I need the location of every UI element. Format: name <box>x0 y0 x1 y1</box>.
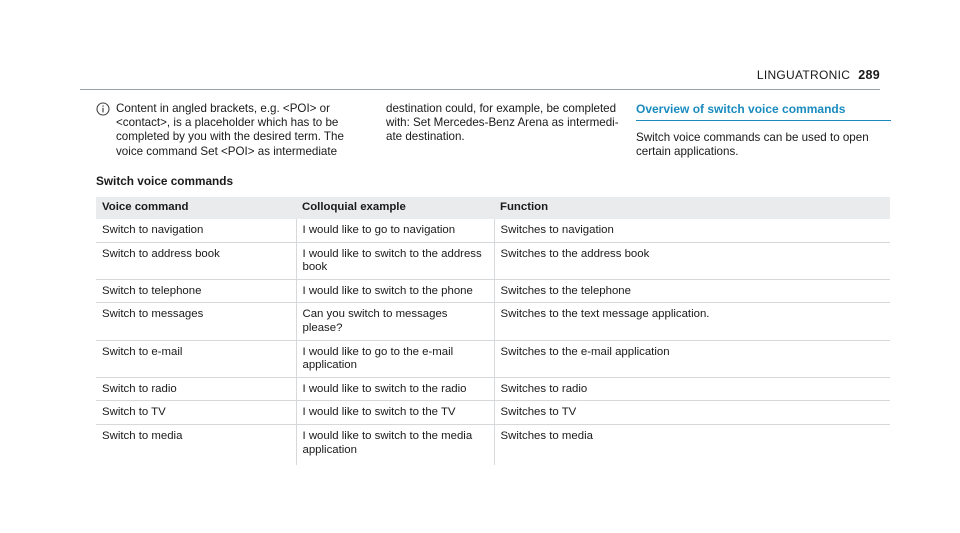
colloquial-example-cell: I would like to go to the e-mail application <box>296 340 494 377</box>
function-cell: Switches to media <box>494 424 890 465</box>
note-continuation: destination could, for example, be completed with: Set Mercedes-Benz Arena as intermedi-ate destination. <box>386 102 619 144</box>
function-cell: Switches to the text message application. <box>494 303 890 340</box>
function-cell: Switches to TV <box>494 401 890 425</box>
overview-text: Switch voice commands can be used to open certain applications. <box>636 131 869 159</box>
info-note <box>96 102 366 159</box>
voice-command-cell: Switch to messages <box>96 303 296 340</box>
table-row <box>96 279 890 303</box>
switch-commands-table <box>96 197 890 465</box>
table-row <box>96 219 890 242</box>
page-number: 289 <box>858 68 880 82</box>
voice-command-cell: Switch to navigation <box>96 219 296 242</box>
column-header-function: Function <box>494 197 890 219</box>
voice-command-cell: Switch to address book <box>96 242 296 279</box>
colloquial-example-cell: I would like to switch to the address book <box>296 242 494 279</box>
function-cell: Switches to the address book <box>494 242 890 279</box>
section-name: LINGUATRONIC <box>756 68 851 82</box>
voice-command-cell: Switch to e-mail <box>96 340 296 377</box>
table-row <box>96 377 890 401</box>
table-row <box>96 340 890 377</box>
voice-command-cell: Switch to TV <box>96 401 296 425</box>
function-cell: Switches to the e-mail application <box>494 340 890 377</box>
table-row <box>96 242 890 279</box>
note-text: Content in angled brackets, e.g. <POI> or <contact>, is a placeholder which has to be completed by you with the desired term. The voice command Set <POI> as intermediate <box>116 102 344 158</box>
header-rule <box>80 89 880 90</box>
table-row <box>96 303 890 340</box>
function-cell: Switches to navigation <box>494 219 890 242</box>
table-row <box>96 401 890 425</box>
column-header-voice-command: Voice command <box>96 197 296 219</box>
colloquial-example-cell: Can you switch to messages please? <box>296 303 494 340</box>
voice-command-cell: Switch to media <box>102 429 183 442</box>
info-icon <box>96 102 110 116</box>
voice-command-cell: Switch to telephone <box>96 279 296 303</box>
table-row <box>96 424 890 465</box>
function-cell: Switches to radio <box>494 377 890 401</box>
function-cell: Switches to the telephone <box>494 279 890 303</box>
colloquial-example-cell: I would like to switch to the radio <box>296 377 494 401</box>
table-title: Switch voice commands <box>96 174 234 188</box>
table-header-row <box>96 197 890 219</box>
overview-section <box>636 102 891 160</box>
overview-heading: Overview of switch voice commands <box>636 102 891 121</box>
colloquial-example-cell: I would like to switch to the media application <box>296 424 494 465</box>
column-header-colloquial-example: Colloquial example <box>296 197 494 219</box>
colloquial-example-cell: I would like to switch to the phone <box>296 279 494 303</box>
colloquial-example-cell: I would like to go to navigation <box>296 219 494 242</box>
page-header <box>0 0 960 100</box>
running-head <box>757 68 880 82</box>
colloquial-example-cell: I would like to switch to the TV <box>296 401 494 425</box>
voice-command-cell: Switch to radio <box>96 377 296 401</box>
